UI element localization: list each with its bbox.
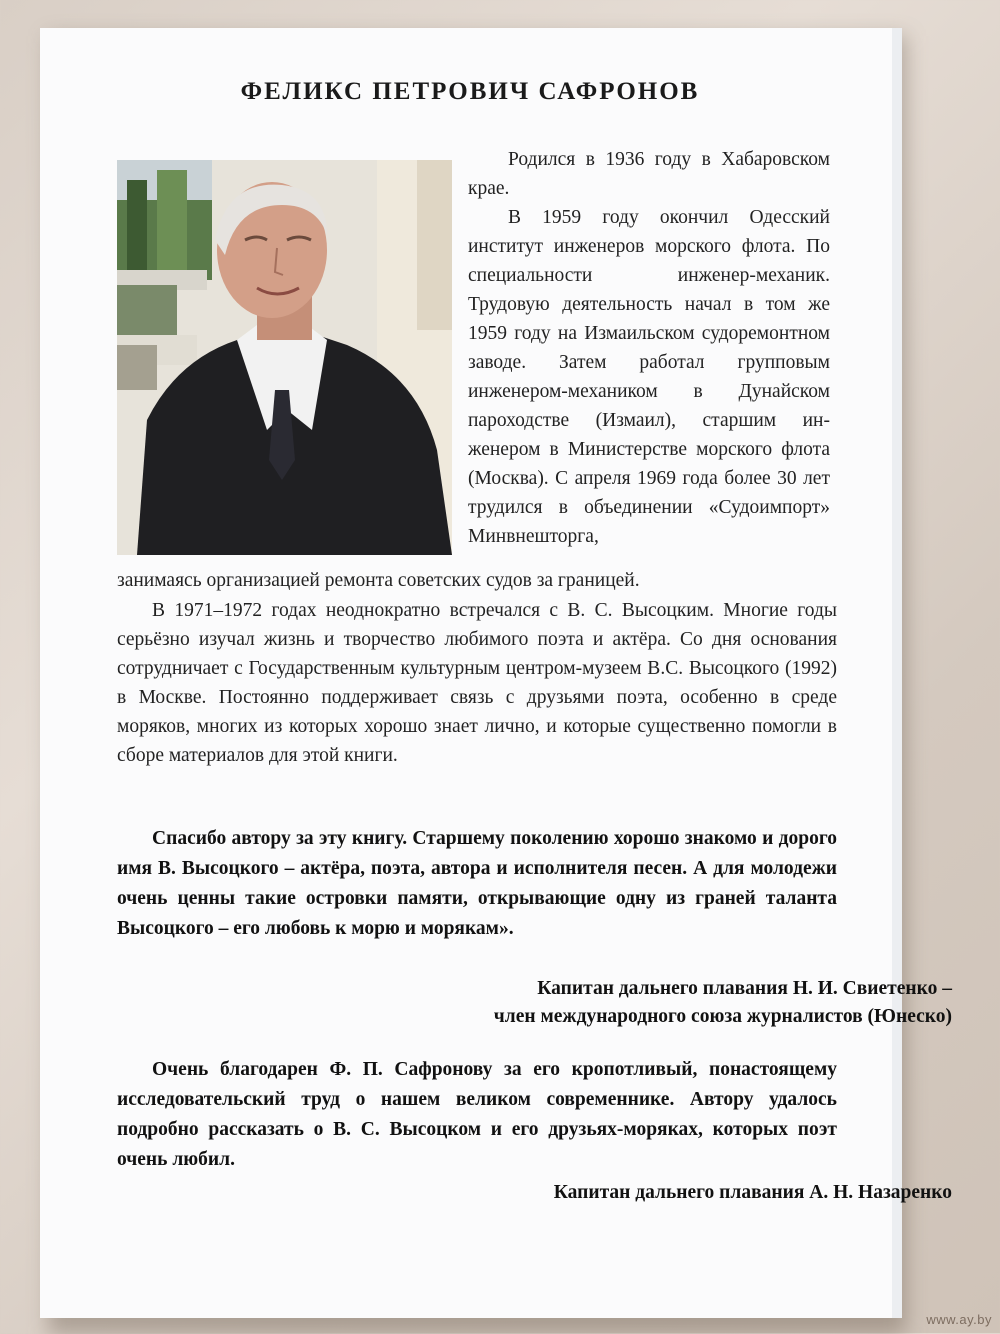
bio-paragraph-career-continued: занимаясь организацией ремонта советских судов за границей. (117, 570, 640, 591)
author-name-heading: ФЕЛИКС ПЕТРОВИЧ САФРОНОВ (240, 78, 700, 105)
author-photo (117, 160, 452, 555)
review-1-text: Спасибо автору за эту книгу. Старшему поколению хорошо знакомо и дорого имя В. Высоцкого – актёра, поэта, автора и исполнителя песен. А для молодежи очень ценны такие островки памяти, открывающие одну из граней таланта Высоцкого – его любовь к морю и морякам». (117, 828, 837, 939)
author-portrait-illustration (117, 160, 452, 555)
review-2-text: Очень благодарен Ф. П. Сафронову за его кропотливый, понастоящему исследовательский труд о нашем великом современнике. Автору удалось подробно рассказать о В. С. Высоцком и его друзьях-моряках, которых поэт очень любил. (117, 1059, 837, 1170)
bio-paragraph-career: В 1959 году окончил Одесский институт инженеров морского флота. По специальности инженер-механик. Трудовую деятельность начал в том же 1959 году на Измаильском судоремонтном заводе. Затем работал групповым инженером-механиком в Дунайском пароходстве (Измаил), старшим инженером в Министерстве морского флота (Москва). С апреля 1969 года более 30 лет трудился в объединении «Судоимпорт» Минвнешторга, (468, 207, 830, 547)
review-1-signature-line-2: член международного союза журналистов (Юнеско) (493, 1006, 952, 1027)
bio-paragraph-birth: Родился в 1936 году в Хабаровском крае. (468, 149, 830, 199)
bio-paragraph-vysotsky: В 1971–1972 годах неоднократно встречался с В. С. Высоцким. Многие годы серьёзно изучал жизнь и творчество любимого поэта и актёра. Со дня основания сотрудничает с Государственным культурным центром-музеем В.С. Высоцкого (1992) в Москве. Постоянно поддерживает связь с друзьями поэта, особенно в среде моряков, многих из которых хорошо знает лично, и которые существенно помогли в сборе материалов для этой книги. (117, 600, 837, 766)
review-2-signature: Капитан дальнего плавания А. Н. Назаренко (553, 1182, 952, 1203)
watermark: www.ay.by (926, 1312, 992, 1327)
bio-right-column (468, 145, 830, 551)
review-1-signature-line-1: Капитан дальнего плавания Н. И. Свиетенко – (537, 978, 952, 999)
